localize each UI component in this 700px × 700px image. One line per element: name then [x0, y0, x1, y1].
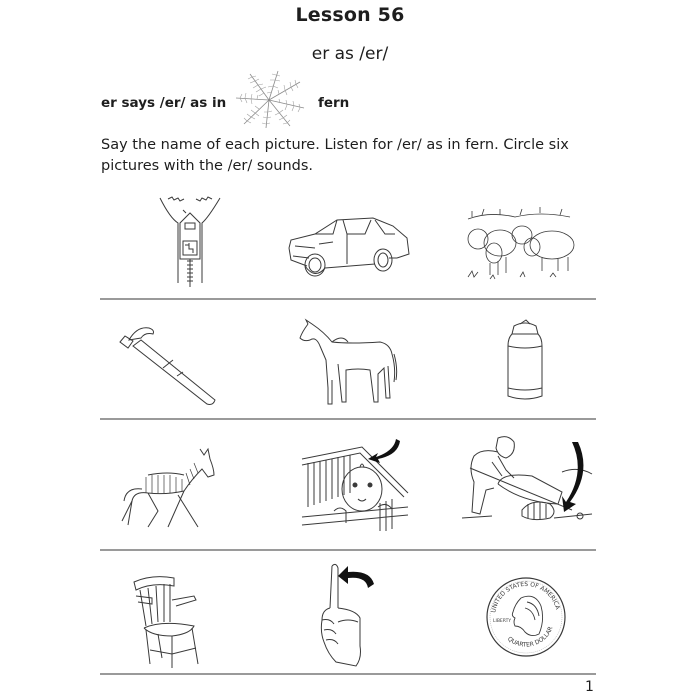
car-icon: [285, 210, 415, 280]
instructions-text: Say the name of each picture. Listen for /er/ as in fern. Circle six pictures with the /er/ sounds.: [101, 137, 569, 174]
row-divider: [100, 549, 596, 551]
picture-finger[interactable]: [318, 562, 398, 668]
picture-lever[interactable]: [462, 432, 597, 532]
baby-crib-icon: [300, 437, 410, 532]
lesson-subtitle: er as /er/: [311, 44, 389, 64]
fern-icon: [230, 68, 308, 130]
arrow-icon: [562, 442, 583, 512]
zipper-icon: [125, 193, 255, 293]
page-number: 1: [585, 679, 594, 695]
coin-bottom-text: QUARTER DOLLAR: [506, 625, 555, 649]
chair-icon: [132, 570, 212, 670]
rule-example-word: fern: [318, 95, 350, 111]
picture-baby-crib[interactable]: [300, 437, 410, 532]
svg-text:QUARTER DOLLAR: [506, 626, 554, 649]
zebra-icon: [118, 445, 218, 533]
page-title: Lesson 56: [295, 4, 405, 26]
lever-icon: [462, 432, 597, 532]
picture-thermos[interactable]: [500, 318, 550, 404]
hammer-icon: [115, 318, 225, 408]
picture-quarter[interactable]: [485, 576, 567, 658]
quarter-icon: [485, 576, 567, 658]
picture-horse[interactable]: [298, 318, 398, 408]
coin-left-text: LIBERTY: [493, 619, 512, 624]
finger-icon: [318, 562, 398, 668]
thermos-icon: [500, 318, 550, 404]
picture-zebra[interactable]: [118, 445, 218, 533]
herd-icon: [460, 205, 585, 290]
picture-zipper[interactable]: [125, 193, 255, 293]
picture-car[interactable]: [285, 210, 415, 280]
row-divider: [100, 418, 596, 420]
row-divider: [100, 298, 596, 300]
picture-hammer[interactable]: [115, 318, 225, 408]
arrow-icon: [368, 439, 400, 463]
rule-prefix: er says /er/ as in: [101, 95, 227, 111]
picture-chair[interactable]: [132, 570, 212, 670]
coin-top-text: UNITED STATES OF AMERICA: [490, 580, 562, 614]
row-divider: [100, 673, 596, 675]
arrow-icon: [338, 566, 374, 588]
horse-icon: [298, 318, 398, 408]
picture-herd[interactable]: [460, 205, 585, 290]
